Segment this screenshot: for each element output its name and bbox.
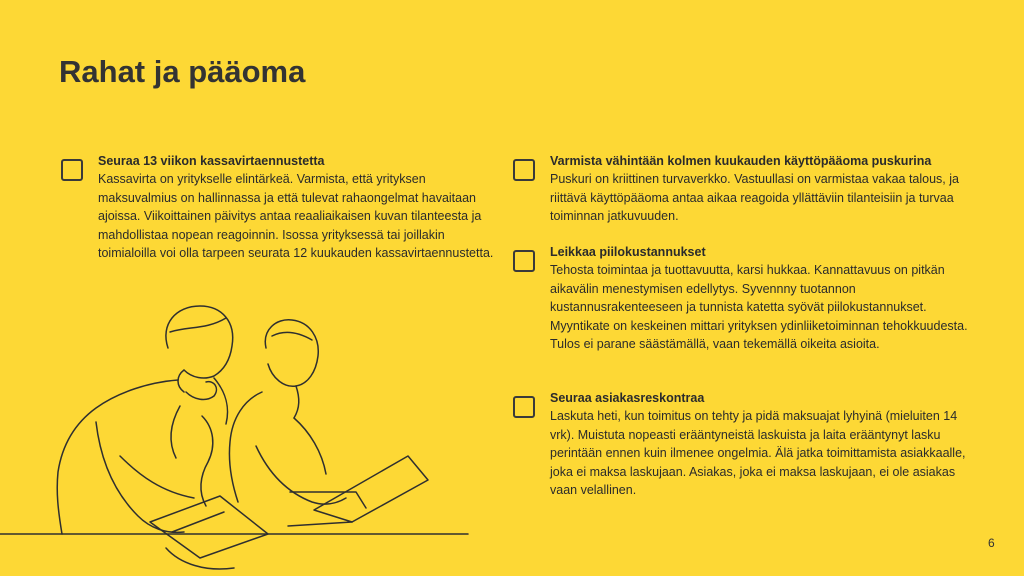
checklist-item-text bbox=[550, 243, 970, 353]
two-people-at-laptop-line-art-icon bbox=[0, 296, 470, 576]
checklist-item-body: Puskuri on kriittinen turvaverkko. Vastuullasi on varmistaa vakaa talous, ja riittävä käyttöpääoma antaa aikaa reagoida yllättäviin tilanteisiin ja turvaa toiminnan jatkuvuuden. bbox=[550, 172, 959, 224]
checklist-item-text bbox=[98, 152, 504, 262]
checklist-item-text bbox=[550, 389, 970, 499]
checklist-item-heading: Seuraa asiakasreskontraa bbox=[550, 391, 705, 405]
page-number: 6 bbox=[988, 536, 995, 550]
checklist-item-heading: Seuraa 13 viikon kassavirtaennustetta bbox=[98, 154, 325, 168]
slide-title: Rahat ja pääoma bbox=[59, 54, 306, 89]
checkbox-icon[interactable] bbox=[513, 396, 535, 418]
checklist-item-body: Kassavirta on yritykselle elintärkeä. Varmista, että yrityksen maksuvalmius on hallinnassa ja että tulevat rahaongelmat havaitaan ajoissa. Viikoittainen päivitys antaa reaaliaikaisen kuvan tilanteesta ja mahdollistaa nopean reagoinnin. Isossa yrityksessä tai joillakin toimialoilla voi olla tarpeen seurata 12 kuukauden kassavirtaennustetta. bbox=[98, 172, 494, 261]
checkbox-icon[interactable] bbox=[513, 159, 535, 181]
checkbox-icon[interactable] bbox=[61, 159, 83, 181]
checklist-item-text bbox=[550, 152, 970, 226]
checklist-item-heading: Varmista vähintään kolmen kuukauden käyttöpääoma puskurina bbox=[550, 154, 932, 168]
checkbox-icon[interactable] bbox=[513, 250, 535, 272]
checklist-item-body: Tehosta toimintaa ja tuottavuutta, karsi hukkaa. Kannattavuus on pitkän aikavälin menestymisen edellytys. Syvennny tuotannon kustannusrakenteeseen ja tunnista katetta syövät piilokustannukset. Myyntikate on keskeinen mittari yrityksen ydinliiketoiminnan tehokkuudesta. Tulos ei parane säästämällä, vaan tekemällä oikeita asioita. bbox=[550, 263, 968, 352]
checklist-item-body: Laskuta heti, kun toimitus on tehty ja pidä maksuajat lyhyinä (mieluiten 14 vrk). Muistuta nopeasti erääntyneistä laskuista ja laita erääntynyt lasku perintään ennen kuin ilmenee ongelmia. Älä jatka toimittamista asiakkaalle, joka ei maksa laskujaan. Asiakas, joka ei maksa laskujaan, ei ole asiakas vaan velallinen. bbox=[550, 409, 966, 498]
checklist-item-heading: Leikkaa piilokustannukset bbox=[550, 245, 706, 259]
